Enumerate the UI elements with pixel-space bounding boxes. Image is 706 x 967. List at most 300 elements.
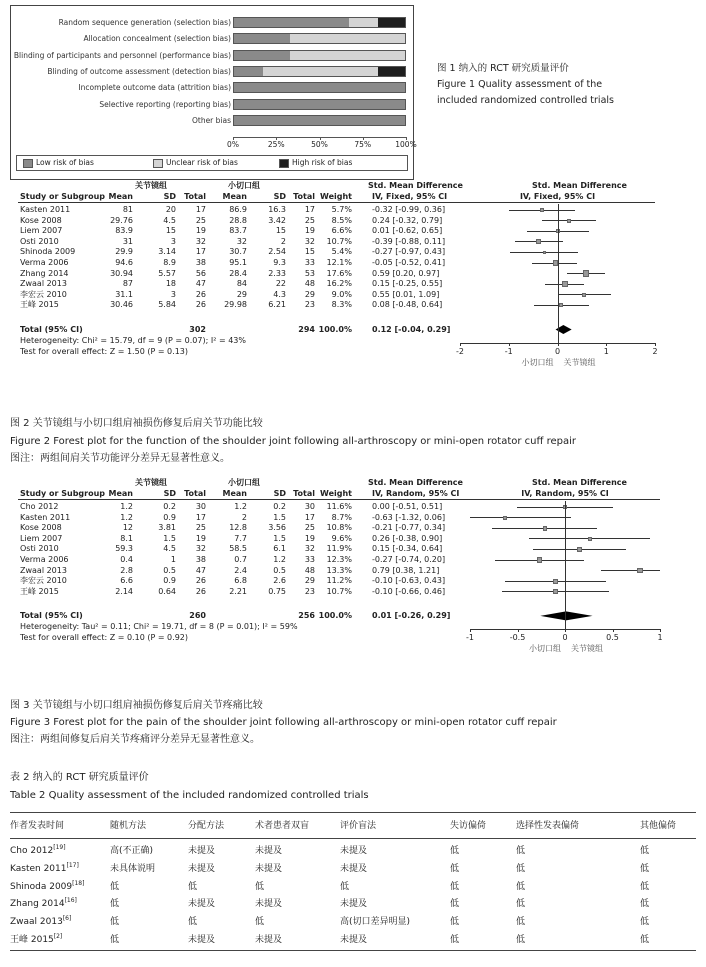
table2-cell: 低 — [516, 881, 526, 892]
favours-right: 关节镜组 — [563, 358, 596, 367]
cell-sd2: 2.33 — [268, 268, 286, 278]
cell-mean2: 6.8 — [234, 576, 247, 586]
table2-bottom-rule — [10, 950, 696, 951]
table2-cell: 低 — [640, 846, 650, 856]
cell-total2: 32 — [304, 236, 315, 246]
rob-segment-unclear — [349, 18, 378, 27]
col-ci-plot: IV, Random, 95% CI — [521, 489, 609, 498]
cell-weight: 10.8% — [326, 523, 352, 533]
table2-header-cell: 评价盲法 — [340, 821, 377, 831]
table2-cell: 未提及 — [255, 863, 283, 874]
legend-unclear — [153, 158, 238, 168]
x-tick-label: 1 — [603, 347, 609, 356]
col-study: Study or Subgroup — [20, 192, 106, 201]
study-name: Osti 2010 — [20, 236, 59, 246]
cell-mean2: 84 — [236, 279, 247, 289]
table2-cell: 低 — [516, 917, 526, 928]
study-name: Zwaal 2013 — [20, 565, 67, 575]
rob-domain-label: Selective reporting (reporting bias) — [99, 99, 231, 109]
cell-weight: 16.2% — [326, 279, 352, 289]
cell-mean2: 58.5 — [229, 544, 247, 554]
cell-mean1: 31 — [122, 236, 133, 246]
col-sd1: SD — [163, 192, 176, 201]
rob-segment-low — [234, 34, 290, 43]
cell-weight: 5.7% — [331, 205, 352, 214]
rob-tick-label: 50% — [311, 140, 328, 149]
cell-ci: -0.39 [-0.88, 0.11] — [372, 236, 446, 246]
cell-mean1: 29.76 — [110, 215, 133, 225]
cell-total2: 15 — [304, 247, 315, 257]
cell-ci: 0.00 [-0.51, 0.51] — [372, 502, 443, 511]
cell-total1: 19 — [195, 226, 206, 236]
cell-sd2: 0.75 — [268, 586, 286, 596]
table2-cell: 低 — [640, 899, 650, 910]
cell-total2: 48 — [304, 279, 315, 289]
cell-sd2: 6.1 — [273, 544, 286, 554]
cell-sd1: 15 — [165, 226, 176, 236]
cell-total2: 17 — [304, 205, 315, 214]
cell-mean1: 6.6 — [120, 576, 133, 586]
null-line — [565, 501, 566, 629]
col-ci: IV, Fixed, 95% CI — [372, 192, 448, 201]
table2-cell: 低 — [188, 917, 198, 928]
cell-weight: 6.6% — [331, 226, 352, 236]
study-name: Verma 2006 — [20, 555, 69, 564]
cell-weight: 12.1% — [326, 258, 352, 267]
legend-low-label: Low risk of bias — [36, 158, 94, 167]
cell-sd1: 0.64 — [158, 586, 176, 596]
rob-domain-label: Allocation concealment (selection bias) — [83, 34, 231, 44]
total-n2: 256 — [298, 611, 315, 621]
rob-segment-low — [234, 83, 405, 92]
table2-author-cell — [10, 878, 84, 896]
cell-sd1: 4.5 — [163, 215, 176, 225]
rob-segment-low — [234, 100, 405, 109]
table2-cell: 低 — [188, 881, 198, 892]
cell-mean1: 8.1 — [120, 533, 133, 543]
table2-cell: 低 — [640, 917, 650, 928]
study-name: Verma 2006 — [20, 258, 69, 267]
figure1-caption-en2: included randomized controlled trials — [437, 95, 614, 106]
cell-total1: 26 — [195, 300, 206, 310]
favours-right: 关节镜组 — [571, 644, 603, 654]
cell-sd2: 2.6 — [273, 576, 286, 586]
table2-cell: 未提及 — [188, 899, 216, 910]
table2-row — [10, 895, 696, 913]
cell-sd2: 16.3 — [268, 205, 286, 214]
cell-mean1: 87 — [122, 279, 133, 289]
col-mean1: Mean — [108, 192, 133, 201]
table2-cell: 未提及 — [188, 935, 216, 945]
legend-low-swatch — [23, 159, 33, 168]
col-total1: Total — [184, 192, 206, 201]
figure3-caption-cn: 图 3 关节镜组与小切口组肩袖损伤修复后肩关节疼痛比较 — [10, 700, 263, 711]
total-n2: 294 — [298, 325, 315, 334]
cell-sd2: 2 — [280, 236, 286, 246]
cell-mean1: 29.9 — [115, 247, 133, 257]
col-total2: Total — [293, 192, 315, 201]
rob-bar — [233, 66, 406, 77]
cell-ci: -0.10 [-0.66, 0.46] — [372, 586, 446, 596]
study-name: Liem 2007 — [20, 226, 63, 236]
table2-cell: 低 — [640, 863, 650, 874]
table2-cell: 低 — [516, 863, 526, 874]
study-name: 王峰 2015 — [20, 586, 59, 596]
cell-mean1: 2.14 — [115, 586, 133, 596]
table2-cell: 未提及 — [255, 899, 283, 910]
rob-tick-label: 25% — [267, 140, 285, 149]
col-total1: Total — [184, 489, 206, 498]
cell-total1: 32 — [195, 544, 206, 554]
study-name: Zhang 2014 — [20, 268, 69, 278]
cell-ci: 0.01 [-0.62, 0.65] — [372, 226, 443, 236]
col-weight: Weight — [320, 489, 352, 498]
cell-total2: 25 — [304, 215, 315, 225]
cell-total2: 30 — [304, 502, 315, 511]
table2-cell: 高(切口差异明显) — [340, 917, 411, 928]
table2-header-rule — [10, 838, 696, 839]
cell-sd1: 0.9 — [163, 576, 176, 586]
x-tick-label: -1 — [504, 347, 513, 356]
cell-weight: 9.6% — [331, 533, 352, 543]
cell-sd2: 1.5 — [273, 512, 286, 522]
figure2-note: 图注：两组间肩关节功能评分差异无显著性意义。 — [10, 453, 230, 464]
cell-sd2: 1.5 — [273, 533, 286, 543]
rob-domain-label: Random sequence generation (selection bias) — [58, 18, 231, 27]
table2-author-cell — [10, 913, 71, 931]
cell-weight: 11.9% — [326, 544, 352, 554]
table2-cell: 低 — [640, 935, 650, 945]
table2-row — [10, 878, 696, 896]
table2-header-cell: 选择性发表偏倚 — [516, 821, 580, 831]
cell-sd2: 6.21 — [268, 300, 286, 310]
figure2-caption-cn: 图 2 关节镜组与小切口组肩袖损伤修复后肩关节功能比较 — [10, 418, 263, 429]
col-ci: IV, Random, 95% CI — [372, 489, 460, 498]
legend-high — [279, 158, 352, 168]
x-tick-label: 0.5 — [606, 633, 619, 643]
rob-bar — [233, 99, 406, 110]
smd-plot-header: Std. Mean Difference — [532, 478, 627, 487]
cell-sd2: 22 — [275, 279, 286, 289]
table2-ref: [6] — [62, 915, 72, 923]
col-total2: Total — [293, 489, 315, 498]
table2-cell: 低 — [450, 935, 460, 945]
rob-segment-high — [378, 67, 405, 76]
cell-ci: -0.27 [-0.74, 0.20] — [372, 555, 446, 564]
rob-bar — [233, 17, 406, 28]
cell-ci: -0.27 [-0.97, 0.43] — [372, 247, 446, 257]
cell-weight: 10.7% — [326, 236, 352, 246]
cell-total2: 25 — [304, 523, 315, 533]
cell-sd2: 3.42 — [268, 215, 286, 225]
table2-header-cell: 随机方法 — [110, 821, 147, 831]
pooled-diamond — [540, 611, 592, 620]
forest-plot-pain — [0, 477, 706, 687]
cell-ci: 0.15 [-0.34, 0.64] — [372, 544, 443, 554]
heterogeneity: Heterogeneity: Chi² = 15.79, df = 9 (P = 0.07); I² = 43% — [20, 336, 246, 345]
cell-weight: 11.6% — [326, 502, 352, 511]
table2-cell: 低 — [450, 863, 460, 874]
cell-total1: 25 — [195, 215, 206, 225]
total-label: Total (95% CI) — [20, 325, 83, 334]
cell-sd2: 4.3 — [273, 289, 286, 299]
study-name: Kasten 2011 — [20, 205, 71, 214]
table2-cell: 低 — [110, 917, 120, 928]
rob-segment-unclear — [290, 51, 405, 60]
pooled-diamond-svg — [0, 477, 706, 717]
rob-domain-label: Blinding of participants and personnel (performance bias) — [13, 50, 231, 60]
cell-total2: 17 — [304, 512, 315, 522]
cell-sd2: 15 — [275, 226, 286, 236]
rob-tick-label: 75% — [354, 140, 372, 149]
cell-weight: 13.3% — [326, 565, 352, 575]
cell-mean1: 1.2 — [120, 502, 133, 511]
cell-mean1: 30.94 — [110, 268, 133, 278]
cell-sd2: 9.3 — [273, 258, 286, 267]
cell-mean2: 12.8 — [229, 523, 247, 533]
col-sd1: SD — [163, 489, 176, 498]
cell-weight: 8.5% — [331, 215, 352, 225]
table2-cell: 低 — [516, 899, 526, 910]
x-tick-label: 0 — [562, 633, 568, 643]
smd-plot-header: Std. Mean Difference — [532, 181, 627, 190]
figure1-caption-cn: 图 1 纳入的 RCT 研究质量评价 — [437, 63, 569, 74]
study-name: Cho 2012 — [20, 502, 59, 511]
study-name: Liem 2007 — [20, 533, 63, 543]
table2-author: Kasten 2011 — [10, 863, 67, 874]
legend-low — [23, 158, 94, 168]
figure3-caption-en: Figure 3 Forest plot for the pain of the shoulder joint following all-arthroscopy or mini-open rotator cuff repair — [10, 717, 557, 728]
table2-cell: 未提及 — [188, 863, 216, 874]
table2-cell: 低 — [110, 935, 120, 945]
cell-sd1: 0.5 — [163, 565, 176, 575]
cell-sd1: 3 — [170, 289, 176, 299]
rob-segment-unclear — [290, 34, 405, 43]
x-tick-label: -0.5 — [509, 633, 526, 643]
table2-ref: [16] — [64, 897, 77, 905]
rob-segment-unclear — [263, 67, 378, 76]
cell-sd1: 3 — [170, 236, 176, 246]
table2-ref: [2] — [53, 933, 63, 940]
rob-segment-low — [234, 67, 263, 76]
cell-sd1: 20 — [165, 205, 176, 214]
legend-unclear-label: Unclear risk of bias — [166, 158, 238, 167]
cell-sd1: 1 — [170, 555, 176, 564]
cell-total2: 32 — [304, 544, 315, 554]
x-tick-label: -1 — [466, 633, 474, 643]
cell-sd1: 4.5 — [163, 544, 176, 554]
rob-tick-label: 0% — [227, 140, 239, 149]
cell-total2: 29 — [304, 576, 315, 586]
rob-domain-label: Blinding of outcome assessment (detection bias) — [47, 66, 231, 76]
overall-effect: Test for overall effect: Z = 1.50 (P = 0.13) — [20, 347, 188, 356]
cell-total1: 30 — [195, 502, 206, 511]
rob-bar — [233, 115, 406, 126]
cell-total1: 17 — [195, 205, 206, 214]
table2-cell: 未提及 — [340, 899, 368, 910]
x-tick-label: 1 — [657, 633, 663, 643]
cell-total1: 26 — [195, 576, 206, 586]
cell-mean2: 30.7 — [229, 247, 247, 257]
x-tick-label: -2 — [456, 347, 464, 356]
rob-segment-low — [234, 116, 405, 125]
cell-sd2: 2.54 — [268, 247, 286, 257]
table2-cell: 未具体说明 — [110, 863, 156, 874]
cell-total2: 48 — [304, 565, 315, 575]
col-sd2: SD — [273, 192, 286, 201]
rob-tick-label: 100% — [395, 140, 417, 149]
cell-sd2: 0.2 — [273, 502, 286, 511]
cell-mean2: 1.2 — [234, 502, 247, 511]
table2-row — [10, 860, 696, 878]
legend-high-label: High risk of bias — [292, 158, 353, 167]
cell-mean1: 30.46 — [110, 300, 133, 310]
table2-cell: 低 — [255, 881, 265, 892]
cell-mean2: 29.98 — [224, 300, 247, 310]
cell-total1: 26 — [195, 586, 206, 596]
table2-cell: 低 — [640, 881, 650, 892]
cell-ci: -0.63 [-1.32, 0.06] — [372, 512, 446, 522]
table2-author: 王峰 2015 — [10, 935, 54, 945]
cell-weight: 8.7% — [331, 512, 352, 522]
figure3-note: 图注：两组间修复后肩关节疼痛评分差异无显著性意义。 — [10, 734, 260, 745]
cell-ci: 0.59 [0.20, 0.97] — [372, 268, 440, 278]
table2-cell: 低 — [450, 899, 460, 910]
total-ci: 0.12 [-0.04, 0.29] — [372, 325, 451, 334]
cell-total2: 23 — [304, 300, 315, 310]
pooled-diamond-svg — [0, 180, 706, 420]
x-tick-label: 2 — [652, 347, 658, 356]
cell-sd1: 5.84 — [158, 300, 176, 310]
total-n1: 302 — [189, 325, 206, 334]
table2-author: Zhang 2014 — [10, 899, 65, 910]
cell-total2: 33 — [304, 258, 315, 267]
figure2-caption-en: Figure 2 Forest plot for the function of the shoulder joint following all-arthroscopy or mini-open rotator cuff repair — [10, 436, 576, 447]
cell-weight: 5.4% — [331, 247, 352, 257]
cell-ci: 0.08 [-0.48, 0.64] — [372, 300, 443, 310]
table2-header-cell: 其他偏倚 — [640, 821, 677, 831]
cell-mean2: 32 — [236, 236, 247, 246]
group1-header: 关节镜组 — [135, 181, 167, 190]
table2-header-cell: 分配方法 — [188, 821, 225, 831]
cell-total1: 32 — [195, 236, 206, 246]
cell-ci: -0.32 [-0.99, 0.36] — [372, 205, 446, 214]
cell-ci: -0.21 [-0.77, 0.34] — [372, 523, 446, 533]
table2-cell: 低 — [340, 881, 350, 892]
cell-sd1: 0.9 — [163, 512, 176, 522]
favours-left: 小切口组 — [529, 644, 561, 654]
col-mean2: Mean — [222, 192, 247, 201]
figure1-caption-en1: Figure 1 Quality assessment of the — [437, 79, 603, 90]
table2-cell: 低 — [110, 899, 120, 910]
cell-total1: 17 — [195, 512, 206, 522]
cell-total1: 19 — [195, 533, 206, 543]
cell-total1: 56 — [195, 268, 206, 278]
group2-header: 小切口组 — [228, 478, 260, 487]
cell-total1: 17 — [195, 247, 206, 257]
table2-author-cell — [10, 860, 79, 878]
cell-ci: 0.55 [0.01, 1.09] — [372, 289, 440, 299]
table2-author: Shinoda 2009 — [10, 881, 73, 892]
study-name: Zwaal 2013 — [20, 279, 67, 289]
col-ci-plot: IV, Fixed, 95% CI — [519, 192, 596, 201]
table2-author-cell — [10, 931, 62, 949]
table2-cell: 低 — [516, 846, 526, 856]
cell-sd2: 3.56 — [268, 523, 286, 533]
cell-sd1: 8.9 — [163, 258, 176, 267]
cell-weight: 11.2% — [326, 576, 352, 586]
table2-row — [10, 842, 696, 860]
study-name: Shinoda 2009 — [20, 247, 76, 257]
cell-total2: 33 — [304, 555, 315, 564]
cell-ci: 0.79 [0.38, 1.21] — [372, 565, 440, 575]
rob-bar — [233, 82, 406, 93]
cell-mean1: 83.9 — [115, 226, 133, 236]
study-name: 李宏云 2010 — [20, 289, 67, 299]
table2-cell: 未提及 — [255, 846, 283, 856]
total-n1: 260 — [189, 611, 206, 621]
table2-ref: [18] — [72, 879, 85, 887]
table2-cell: 未提及 — [340, 935, 368, 945]
table2-cell: 未提及 — [340, 863, 368, 874]
cell-sd1: 1.5 — [163, 533, 176, 543]
cell-total1: 25 — [195, 523, 206, 533]
cell-ci: 0.26 [-0.38, 0.90] — [372, 533, 443, 543]
cell-sd1: 5.57 — [158, 268, 176, 278]
study-name: 李宏云 2010 — [20, 576, 67, 586]
null-line — [558, 204, 559, 343]
cell-mean2: 2.21 — [229, 586, 247, 596]
cell-ci: 0.24 [-0.32, 0.79] — [372, 215, 443, 225]
cell-total1: 38 — [195, 555, 206, 564]
cell-weight: 12.3% — [326, 555, 352, 564]
table2-cell: 低 — [516, 935, 526, 945]
rob-segment-low — [234, 51, 290, 60]
cell-total2: 29 — [304, 289, 315, 299]
cell-total1: 47 — [195, 279, 206, 289]
cell-mean2: 2.4 — [234, 565, 247, 575]
table2-cell: 未提及 — [255, 935, 283, 945]
group1-header: 关节镜组 — [135, 478, 167, 487]
cell-sd2: 0.5 — [273, 565, 286, 575]
table2-row — [10, 931, 696, 949]
cell-mean1: 94.6 — [115, 258, 133, 267]
cell-mean1: 12 — [122, 523, 133, 533]
cell-sd1: 18 — [165, 279, 176, 289]
table2-cell: 低 — [110, 881, 120, 892]
table2-cell: 高(不正确) — [110, 846, 154, 856]
rob-domain-label: Incomplete outcome data (attrition bias) — [78, 83, 231, 93]
table2-author-cell — [10, 895, 77, 913]
cell-mean1: 81 — [122, 205, 133, 214]
study-name: Kose 2008 — [20, 523, 62, 533]
heterogeneity: Heterogeneity: Tau² = 0.11; Chi² = 19.71, df = 8 (P = 0.01); I² = 59% — [20, 622, 298, 632]
cell-mean1: 59.3 — [115, 544, 133, 554]
rob-segment-low — [234, 18, 349, 27]
rob-bar — [233, 33, 406, 44]
cell-total2: 19 — [304, 226, 315, 236]
rob-segment-high — [378, 18, 405, 27]
cell-ci: -0.05 [-0.52, 0.41] — [372, 258, 446, 267]
overall-effect: Test for overall effect: Z = 0.10 (P = 0.92) — [20, 633, 188, 643]
cell-mean1: 1.2 — [120, 512, 133, 522]
cell-total2: 19 — [304, 533, 315, 543]
table2-author-cell — [10, 842, 66, 860]
table2-cell: 低 — [450, 846, 460, 856]
cell-mean2: 7.7 — [234, 533, 247, 543]
rob-bar — [233, 50, 406, 61]
col-sd2: SD — [273, 489, 286, 498]
